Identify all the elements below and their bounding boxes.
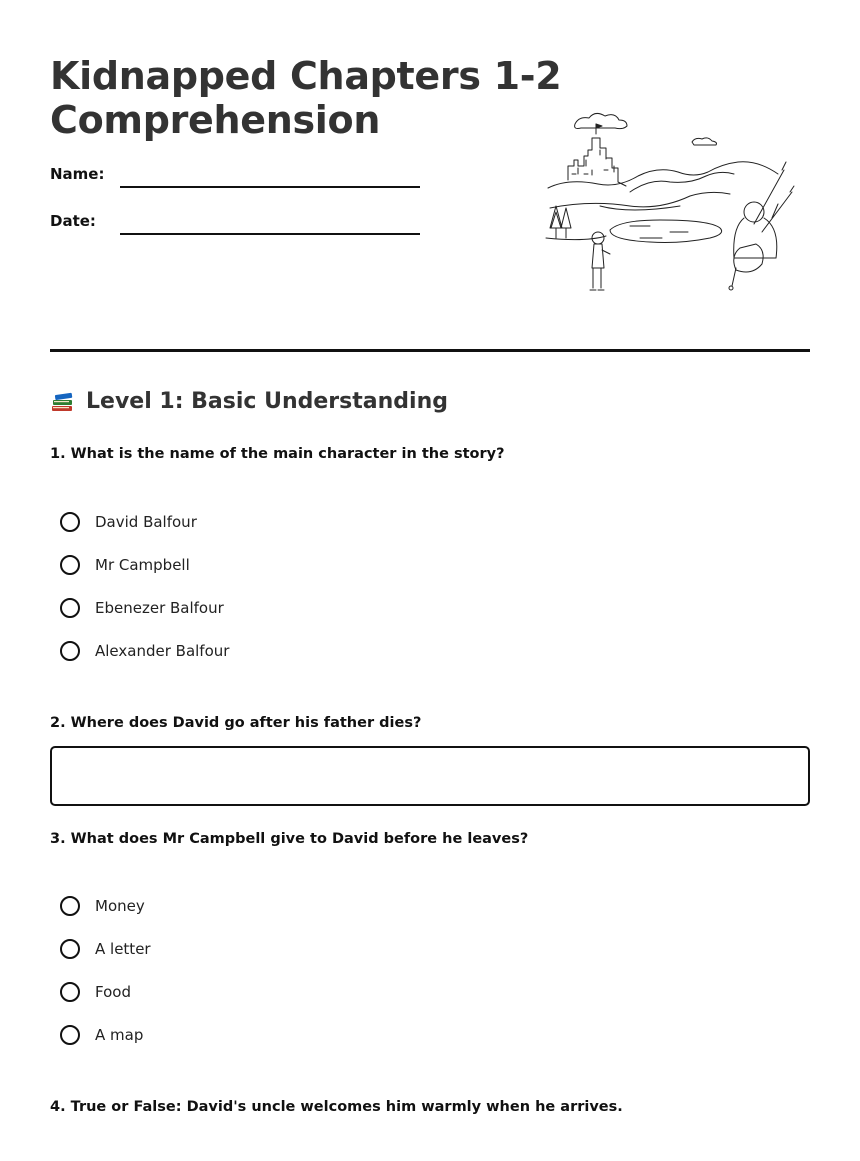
q3-option[interactable] (60, 1025, 143, 1045)
date-label: Date: (50, 212, 96, 230)
radio-button[interactable] (60, 512, 80, 532)
section-heading (50, 388, 448, 414)
option-label: Food (95, 983, 131, 1001)
question-1: 1. What is the name of the main character in the story? (50, 446, 505, 462)
radio-button[interactable] (60, 939, 80, 959)
radio-button[interactable] (60, 598, 80, 618)
worksheet-title (50, 54, 561, 142)
option-label: A map (95, 1026, 144, 1044)
radio-button[interactable] (60, 641, 80, 661)
option-label: Alexander Balfour (95, 642, 230, 660)
q1-option[interactable] (60, 512, 197, 532)
option-label: Mr Campbell (95, 556, 190, 574)
radio-button[interactable] (60, 896, 80, 916)
q3-option[interactable] (60, 939, 151, 959)
name-label: Name: (50, 165, 105, 183)
books-icon (50, 388, 76, 414)
title-line-1: Kidnapped Chapters 1-2 (50, 54, 562, 98)
question-4: 4. True or False: David's uncle welcomes him warmly when he arrives. (50, 1099, 623, 1115)
option-label: David Balfour (95, 513, 197, 531)
date-field[interactable] (120, 233, 420, 235)
option-label: Money (95, 897, 145, 915)
q3-option[interactable] (60, 982, 131, 1002)
option-label: A letter (95, 940, 151, 958)
section-title: Level 1: Basic Understanding (86, 388, 448, 414)
radio-button[interactable] (60, 555, 80, 575)
option-label: Ebenezer Balfour (95, 599, 224, 617)
radio-button[interactable] (60, 1025, 80, 1045)
castle-landscape-illustration (540, 108, 800, 308)
section-divider (50, 349, 810, 352)
title-line-2: Comprehension (50, 98, 381, 142)
radio-button[interactable] (60, 982, 80, 1002)
name-field[interactable] (120, 186, 420, 188)
q1-option[interactable] (60, 555, 190, 575)
q3-option[interactable] (60, 896, 145, 916)
question-2: 2. Where does David go after his father dies? (50, 715, 422, 731)
q2-answer-box[interactable] (50, 746, 810, 806)
q1-option[interactable] (60, 598, 224, 618)
question-3: 3. What does Mr Campbell give to David before he leaves? (50, 831, 529, 847)
q1-option[interactable] (60, 641, 229, 661)
